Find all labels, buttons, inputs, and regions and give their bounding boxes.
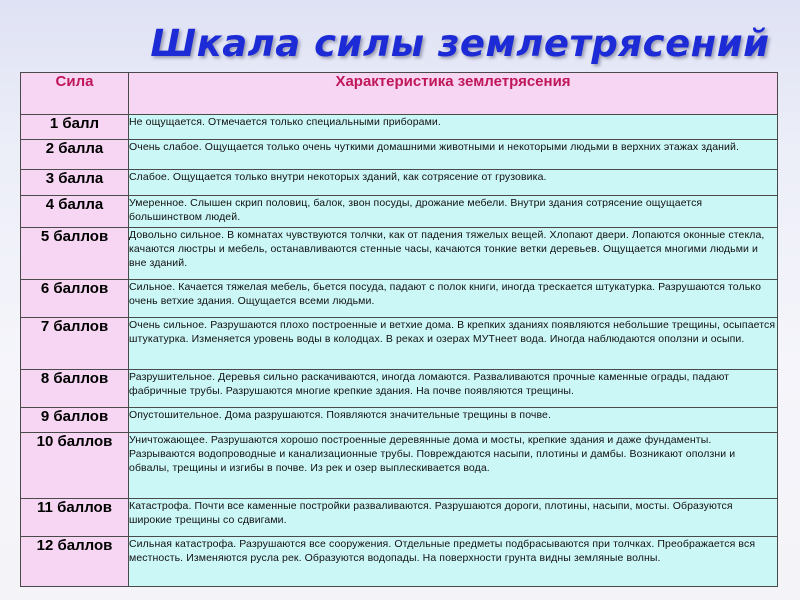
force-cell: 8 баллов (21, 370, 129, 408)
description-cell: Слабое. Ощущается только внутри некоторых зданий, как сотрясение от грузовика. (129, 170, 778, 196)
force-cell: 7 баллов (21, 318, 129, 370)
table-row (21, 370, 778, 408)
table-row (21, 170, 778, 196)
header-force: Сила (21, 73, 129, 115)
description-cell: Разрушительное. Деревья сильно раскачиваются, иногда ломаются. Разваливаются прочные каменные ограды, падают фабричные трубы. Разрушаются многие крепкие здания. На почве появляются трещины. (129, 370, 778, 408)
table-row (21, 196, 778, 228)
force-cell: 6 баллов (21, 280, 129, 318)
force-cell: 10 баллов (21, 433, 129, 499)
force-cell: 1 балл (21, 115, 129, 140)
table-row (21, 318, 778, 370)
force-cell: 3 балла (21, 170, 129, 196)
table-row (21, 499, 778, 537)
table-row (21, 537, 778, 587)
description-cell: Довольно сильное. В комнатах чувствуются толчки, как от падения тяжелых вещей. Хлопают двери. Лопаются оконные стекла, качаются люстры и мебель, останавливаются стенные часы, качаются тонкие ветки деревьев. Ощущается многими людьми и вне зданий. (129, 228, 778, 280)
description-cell: Умеренное. Слышен скрип половиц, балок, звон посуды, дрожание мебели. Внутри здания сотрясение ощущается большинством людей. (129, 196, 778, 228)
force-cell: 2 балла (21, 140, 129, 170)
table-row (21, 140, 778, 170)
force-cell: 12 баллов (21, 537, 129, 587)
force-cell: 11 баллов (21, 499, 129, 537)
description-cell: Не ощущается. Отмечается только специальными приборами. (129, 115, 778, 140)
table-row (21, 228, 778, 280)
force-cell: 9 баллов (21, 408, 129, 433)
description-cell: Уничтожающее. Разрушаются хорошо построенные деревянные дома и мосты, крепкие здания и даже фундаменты. Разрываются водопроводные и канализационные трубы. Повреждаются насыпи, плотины и дамбы. Возникают оползни и обвалы, трещины и изгибы в почве. Из рек и озер выплескивается вода. (129, 433, 778, 499)
page-title: Шкала силы землетрясений (150, 22, 770, 65)
table-row (21, 408, 778, 433)
table-header-row (21, 73, 778, 115)
description-cell: Сильное. Качается тяжелая мебель, бьется посуда, падают с полок книги, иногда трескается штукатурка. Разрушаются только очень ветхие здания. Ощущается всеми людьми. (129, 280, 778, 318)
table-row (21, 433, 778, 499)
force-cell: 4 балла (21, 196, 129, 228)
description-cell: Опустошительное. Дома разрушаются. Появляются значительные трещины в почве. (129, 408, 778, 433)
description-cell: Очень сильное. Разрушаются плохо построенные и ветхие дома. В крепких зданиях появляются небольшие трещины, осыпается штукатурка. Изменяется уровень воды в колодцах. В реках и озерах МУТнеет вода. Иногда наблюдаются оползни и осыпи. (129, 318, 778, 370)
description-cell: Катастрофа. Почти все каменные постройки разваливаются. Разрушаются дороги, плотины, насыпи, мосты. Образуются широкие трещины со сдвигами. (129, 499, 778, 537)
header-description: Характеристика землетрясения (129, 73, 778, 115)
description-cell: Очень слабое. Ощущается только очень чуткими домашними животными и некоторыми людьми в верхних этажах зданий. (129, 140, 778, 170)
earthquake-scale-table (20, 72, 778, 587)
description-cell: Сильная катастрофа. Разрушаются все сооружения. Отдельные предметы подбрасываются при толчках. Преображается вся местность. Изменяются русла рек. Образуются водопады. На поверхности грунта видны земляные волны. (129, 537, 778, 587)
table-row (21, 280, 778, 318)
force-cell: 5 баллов (21, 228, 129, 280)
table-row (21, 115, 778, 140)
